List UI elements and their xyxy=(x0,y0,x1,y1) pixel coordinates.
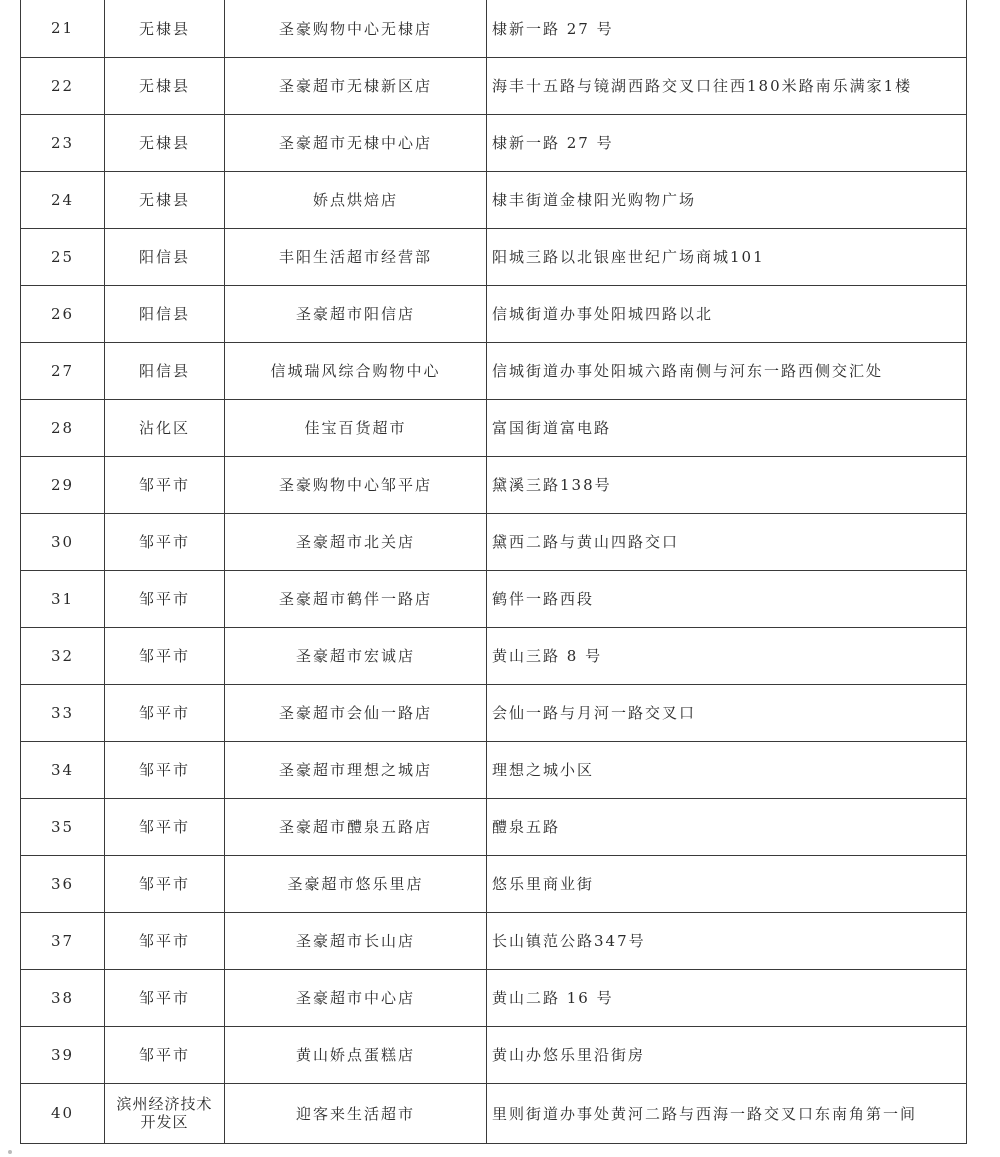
table-row xyxy=(21,57,967,114)
county-cell: 邹平市 xyxy=(105,456,225,513)
store-name-cell: 圣豪超市阳信店 xyxy=(225,285,487,342)
address-cell: 阳城三路以北银座世纪广场商城101 xyxy=(487,228,967,285)
address-cell: 黛溪三路138号 xyxy=(487,456,967,513)
county-cell: 阳信县 xyxy=(105,228,225,285)
address-cell: 醴泉五路 xyxy=(487,798,967,855)
row-number: 29 xyxy=(21,456,105,513)
address-cell: 黄山三路 8 号 xyxy=(487,627,967,684)
table-body xyxy=(21,0,967,1143)
row-number: 38 xyxy=(21,969,105,1026)
store-name-cell: 黄山娇点蛋糕店 xyxy=(225,1026,487,1083)
table-row xyxy=(21,114,967,171)
page-edge-mark xyxy=(8,1150,12,1154)
document-page xyxy=(20,0,966,1144)
county-cell: 邹平市 xyxy=(105,912,225,969)
row-number: 28 xyxy=(21,399,105,456)
store-list-table xyxy=(20,0,967,1144)
address-cell: 会仙一路与月河一路交叉口 xyxy=(487,684,967,741)
address-cell: 黛西二路与黄山四路交口 xyxy=(487,513,967,570)
county-cell: 邹平市 xyxy=(105,1026,225,1083)
address-cell: 棣新一路 27 号 xyxy=(487,114,967,171)
address-cell: 棣新一路 27 号 xyxy=(487,0,967,57)
address-cell: 信城街道办事处阳城四路以北 xyxy=(487,285,967,342)
county-cell: 邹平市 xyxy=(105,741,225,798)
county-cell: 邹平市 xyxy=(105,570,225,627)
store-name-cell: 圣豪超市理想之城店 xyxy=(225,741,487,798)
address-cell: 长山镇范公路347号 xyxy=(487,912,967,969)
address-cell: 富国街道富电路 xyxy=(487,399,967,456)
row-number: 31 xyxy=(21,570,105,627)
address-cell: 黄山二路 16 号 xyxy=(487,969,967,1026)
address-cell: 黄山办悠乐里沿街房 xyxy=(487,1026,967,1083)
row-number: 36 xyxy=(21,855,105,912)
store-name-cell: 圣豪购物中心邹平店 xyxy=(225,456,487,513)
county-cell: 邹平市 xyxy=(105,684,225,741)
store-name-cell: 圣豪超市醴泉五路店 xyxy=(225,798,487,855)
row-number: 22 xyxy=(21,57,105,114)
row-number: 27 xyxy=(21,342,105,399)
store-name-cell: 圣豪超市宏诚店 xyxy=(225,627,487,684)
store-name-cell: 圣豪超市无棣中心店 xyxy=(225,114,487,171)
table-row xyxy=(21,285,967,342)
row-number: 26 xyxy=(21,285,105,342)
row-number: 33 xyxy=(21,684,105,741)
table-row xyxy=(21,456,967,513)
county-cell: 邹平市 xyxy=(105,798,225,855)
address-cell: 里则街道办事处黄河二路与西海一路交叉口东南角第一间 xyxy=(487,1083,967,1143)
county-line-2: 开发区 xyxy=(140,1113,189,1131)
county-cell: 阳信县 xyxy=(105,342,225,399)
address-cell: 鹤伴一路西段 xyxy=(487,570,967,627)
address-cell: 理想之城小区 xyxy=(487,741,967,798)
address-cell: 棣丰街道金棣阳光购物广场 xyxy=(487,171,967,228)
store-name-cell: 信城瑞风综合购物中心 xyxy=(225,342,487,399)
store-name-cell: 圣豪购物中心无棣店 xyxy=(225,0,487,57)
table-row xyxy=(21,228,967,285)
store-name-cell: 圣豪超市中心店 xyxy=(225,969,487,1026)
store-name-cell: 佳宝百货超市 xyxy=(225,399,487,456)
table-row xyxy=(21,1026,967,1083)
table-row xyxy=(21,0,967,57)
county-cell: 无棣县 xyxy=(105,57,225,114)
row-number: 39 xyxy=(21,1026,105,1083)
county-cell: 阳信县 xyxy=(105,285,225,342)
row-number: 30 xyxy=(21,513,105,570)
address-cell: 悠乐里商业街 xyxy=(487,855,967,912)
store-name-cell: 圣豪超市会仙一路店 xyxy=(225,684,487,741)
row-number: 24 xyxy=(21,171,105,228)
table-row xyxy=(21,570,967,627)
store-name-cell: 娇点烘焙店 xyxy=(225,171,487,228)
table-row xyxy=(21,342,967,399)
table-row xyxy=(21,855,967,912)
county-cell: 邹平市 xyxy=(105,513,225,570)
county-cell: 无棣县 xyxy=(105,171,225,228)
row-number: 34 xyxy=(21,741,105,798)
county-cell: 邹平市 xyxy=(105,969,225,1026)
row-number: 21 xyxy=(21,0,105,57)
county-cell: 沾化区 xyxy=(105,399,225,456)
table-row xyxy=(21,741,967,798)
county-cell: 邹平市 xyxy=(105,627,225,684)
address-cell: 信城街道办事处阳城六路南侧与河东一路西侧交汇处 xyxy=(487,342,967,399)
store-name-cell: 圣豪超市鹤伴一路店 xyxy=(225,570,487,627)
table-row xyxy=(21,969,967,1026)
table-row xyxy=(21,912,967,969)
row-number: 23 xyxy=(21,114,105,171)
store-name-cell: 圣豪超市北关店 xyxy=(225,513,487,570)
county-cell: 无棣县 xyxy=(105,0,225,57)
table-row xyxy=(21,171,967,228)
table-row xyxy=(21,399,967,456)
county-cell: 无棣县 xyxy=(105,114,225,171)
table-row xyxy=(21,1083,967,1143)
county-cell xyxy=(105,1083,225,1143)
row-number: 32 xyxy=(21,627,105,684)
row-number: 35 xyxy=(21,798,105,855)
address-cell: 海丰十五路与镜湖西路交叉口往西180米路南乐满家1楼 xyxy=(487,57,967,114)
store-name-cell: 圣豪超市无棣新区店 xyxy=(225,57,487,114)
table-row xyxy=(21,684,967,741)
store-name-cell: 圣豪超市长山店 xyxy=(225,912,487,969)
row-number: 37 xyxy=(21,912,105,969)
county-cell: 邹平市 xyxy=(105,855,225,912)
table-row xyxy=(21,513,967,570)
row-number: 40 xyxy=(21,1083,105,1143)
table-row xyxy=(21,798,967,855)
store-name-cell: 丰阳生活超市经营部 xyxy=(225,228,487,285)
county-line-1: 滨州经济技术 xyxy=(116,1095,213,1113)
row-number: 25 xyxy=(21,228,105,285)
store-name-cell: 迎客来生活超市 xyxy=(225,1083,487,1143)
table-row xyxy=(21,627,967,684)
store-name-cell: 圣豪超市悠乐里店 xyxy=(225,855,487,912)
